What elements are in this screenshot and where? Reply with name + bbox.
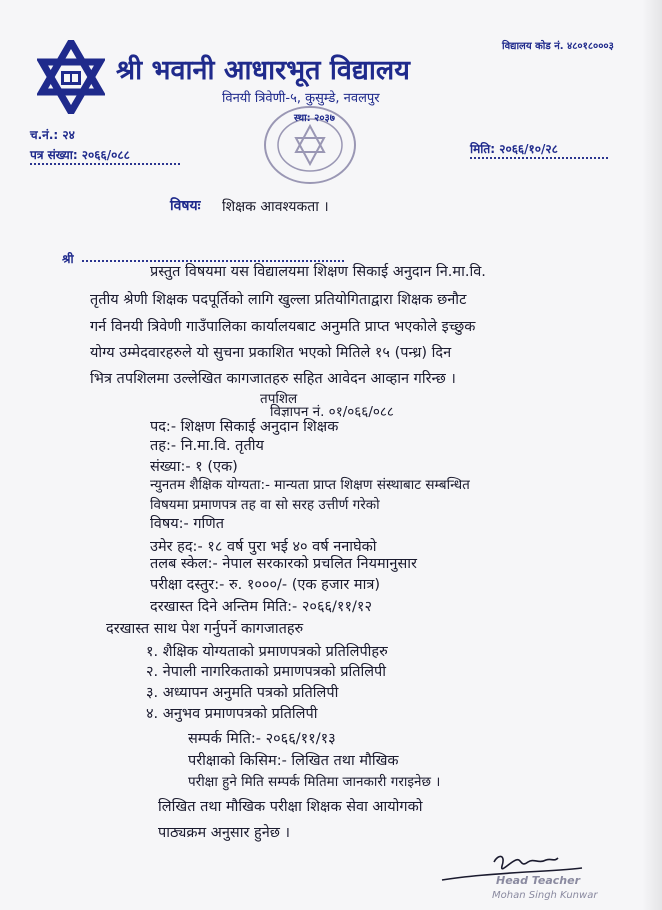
school-name: श्री भवानी आधारभूत विद्यालय [116, 55, 410, 86]
page-edge-shadow [642, 0, 662, 910]
contact-date: सम्पर्क मिति:- २०६६/११/१३ [188, 731, 336, 747]
body-line-3: गर्न विनयी त्रिवेणी गाउँपालिका कार्यालयबाट अनुमति प्राप्त भएकोले इच्छुक [90, 319, 476, 335]
detail-level: तह:- नि.मा.वि. तृतीय [150, 438, 264, 454]
document-item-4: ४. अनुभव प्रमाणपत्रको प्रतिलिपी [146, 706, 318, 722]
detail-count: संख्या:- १ (एक) [150, 459, 238, 475]
detail-post: पद:- शिक्षण सिकाई अनुदान शिक्षक [150, 419, 339, 435]
school-stamp [262, 104, 358, 186]
body-line-1: प्रस्तुत विषयमा यस विद्यालयमा शिक्षण सिकाई अनुदान नि.मा.वि. [150, 264, 486, 280]
detail-deadline: दरखास्त दिने अन्तिम मिति:- २०६६/११/१२ [150, 599, 372, 615]
school-address: विनयी त्रिवेणी-५, कुसुम्डे, नवलपुर [222, 91, 380, 106]
signatory-name: Mohan Singh Kunwar [492, 890, 598, 901]
detail-qualification: न्युनतम शैक्षिक योग्यता:- मान्यता प्राप्त शिक्षण संस्थाबाट सम्बन्धित [150, 477, 470, 493]
document-item-2: २. नेपाली नागरिकताको प्रमाणपत्रको प्रतिलिपी [146, 664, 387, 680]
exam-type: परीक्षाको किसिम:- लिखित तथा मौखिक [188, 753, 399, 769]
detail-salary-scale: तलब स्केल:- नेपाल सरकारको प्रचलित नियमानुसार [150, 556, 417, 572]
salutation-line [82, 252, 344, 262]
salutation: श्री [62, 252, 74, 266]
school-code: विद्यालय कोड नं. ४८०१८०००३ [502, 41, 614, 52]
exam-syllabus-line-2: पाठ्यक्रम अनुसार हुनेछ । [158, 825, 291, 841]
subject-text: शिक्षक आवश्यकता । [222, 199, 329, 215]
letter-number: पत्र संख्या: २०६६/०८८ [30, 146, 180, 165]
advert-number: विज्ञापन नं. ०१/०६६/०८८ [270, 404, 394, 420]
subject-label: विषयः [170, 198, 201, 214]
document-item-1: १. शैक्षिक योग्यताको प्रमाणपत्रको प्रतिलिपीहरु [146, 644, 388, 660]
stamp-established-year: स्था: २०३७ [294, 113, 335, 124]
school-logo-star-icon [37, 40, 105, 114]
detail-qualification-cont: विषयमा प्रमाणपत्र तह वा सो सरह उत्तीर्ण गरेको [150, 497, 380, 513]
detail-age-limit: उमेर हद:- १८ वर्ष पुरा भई ४० वर्ष ननाघेको [150, 539, 377, 555]
exam-syllabus-line-1: लिखित तथा मौखिक परीक्षा शिक्षक सेवा आयोगको [158, 799, 423, 815]
exam-date-note: परीक्षा हुने मिति सम्पर्क मितिमा जानकारी गराइनेछ । [188, 774, 441, 790]
details-heading: तपशिल [260, 391, 298, 407]
documents-heading: दरखास्त साथ पेश गर्नुपर्ने कागजातहरु [106, 621, 304, 637]
document-item-3: ३. अध्यापन अनुमति पत्रको प्रतिलिपी [146, 685, 339, 701]
body-line-4: योग्य उम्मेदवारहरुले यो सुचना प्रकाशित भएको मितिले १५ (पन्ध्र) दिन [90, 345, 452, 361]
detail-exam-fee: परीक्षा दस्तुर:- रु. १०००/- (एक हजार मात्र) [150, 577, 380, 593]
letter-date: मिति: २०६६/१०/२८ [470, 140, 608, 159]
body-line-5: भित्र तपशिलमा उल्लेखित कागजातहरु सहित आवेदन आव्हान गरिन्छ । [90, 371, 456, 387]
body-line-2: तृतीय श्रेणी शिक्षक पदपूर्तिको लागि खुल्ला प्रतियोगिताद्वारा शिक्षक छनौट [90, 292, 467, 308]
signatory-title: Head Teacher [496, 874, 580, 887]
detail-subject: विषय:- गणित [150, 516, 225, 532]
reference-number: च.नं.: २४ [30, 128, 75, 142]
